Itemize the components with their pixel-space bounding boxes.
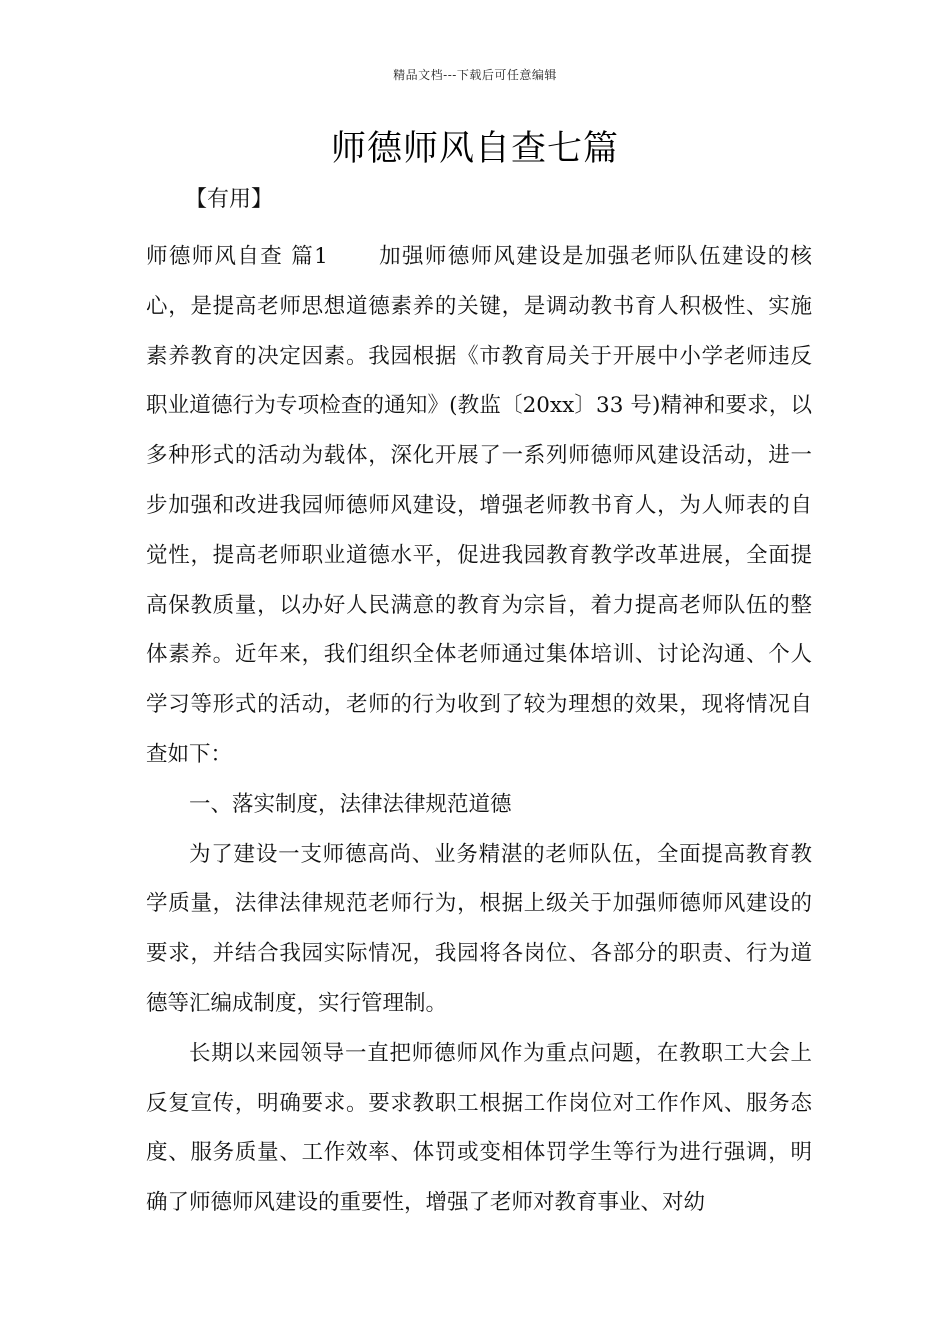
header-note: 精品文档---下载后可任意编辑 [393, 68, 557, 82]
paragraph-1-text: 加强师德师风建设是加强老师队伍建设的核心，是提高老师思想道德素养的关键，是调动教书育人积极性、实施素养教育的决定因素。我园根据《市教育局关于开展中小学老师违反职业道德行为专项检查的通知》(教监〔20xx〕33 号)精神和要求，以多种形式的活动为载体，深化开展了一系列师德师风建设活动，进一步加强和改进我园师德师风建设，增强老师教书育人，为人师表的自觉性，提高老师职业道德水平，促进我园教育教学改革进展，全面提高保教质量，以办好人民满意的教育为宗旨，着力提高老师队伍的整体素养。近年来，我们组织全体老师通过集体培训、讨论沟通、个人学习等形式的活动，老师的行为收到了较为理想的效果，现将情况自查如下： [146, 244, 812, 767]
paragraph-3: 长期以来园领导一直把师德师风作为重点问题，在教职工大会上反复宣传，明确要求。要求教职工根据工作岗位对工作作风、服务态度、服务质量、工作效率、体罚或变相体罚学生等行为进行强调，明确了师德师风建设的重要性，增强了老师对教育事业、对幼 [146, 1040, 812, 1216]
section-heading-1: 一、落实制度，法律法律规范道德 [189, 791, 512, 817]
paragraph-2: 为了建设一支师德高尚、业务精湛的老师队伍，全面提高教育教学质量，法律法律规范老师行为，根据上级关于加强师德师风建设的要求，并结合我园实际情况，我园将各岗位、各部分的职责、行为道德等汇编成制度，实行管理制。 [146, 841, 812, 1016]
document-tag: 【有用】 [185, 187, 274, 212]
document-title: 师德师风自查七篇 [330, 129, 619, 169]
document-body [146, 232, 812, 1228]
section-label: 师德师风自查 篇1 [146, 244, 328, 269]
paragraph-1 [146, 232, 812, 780]
